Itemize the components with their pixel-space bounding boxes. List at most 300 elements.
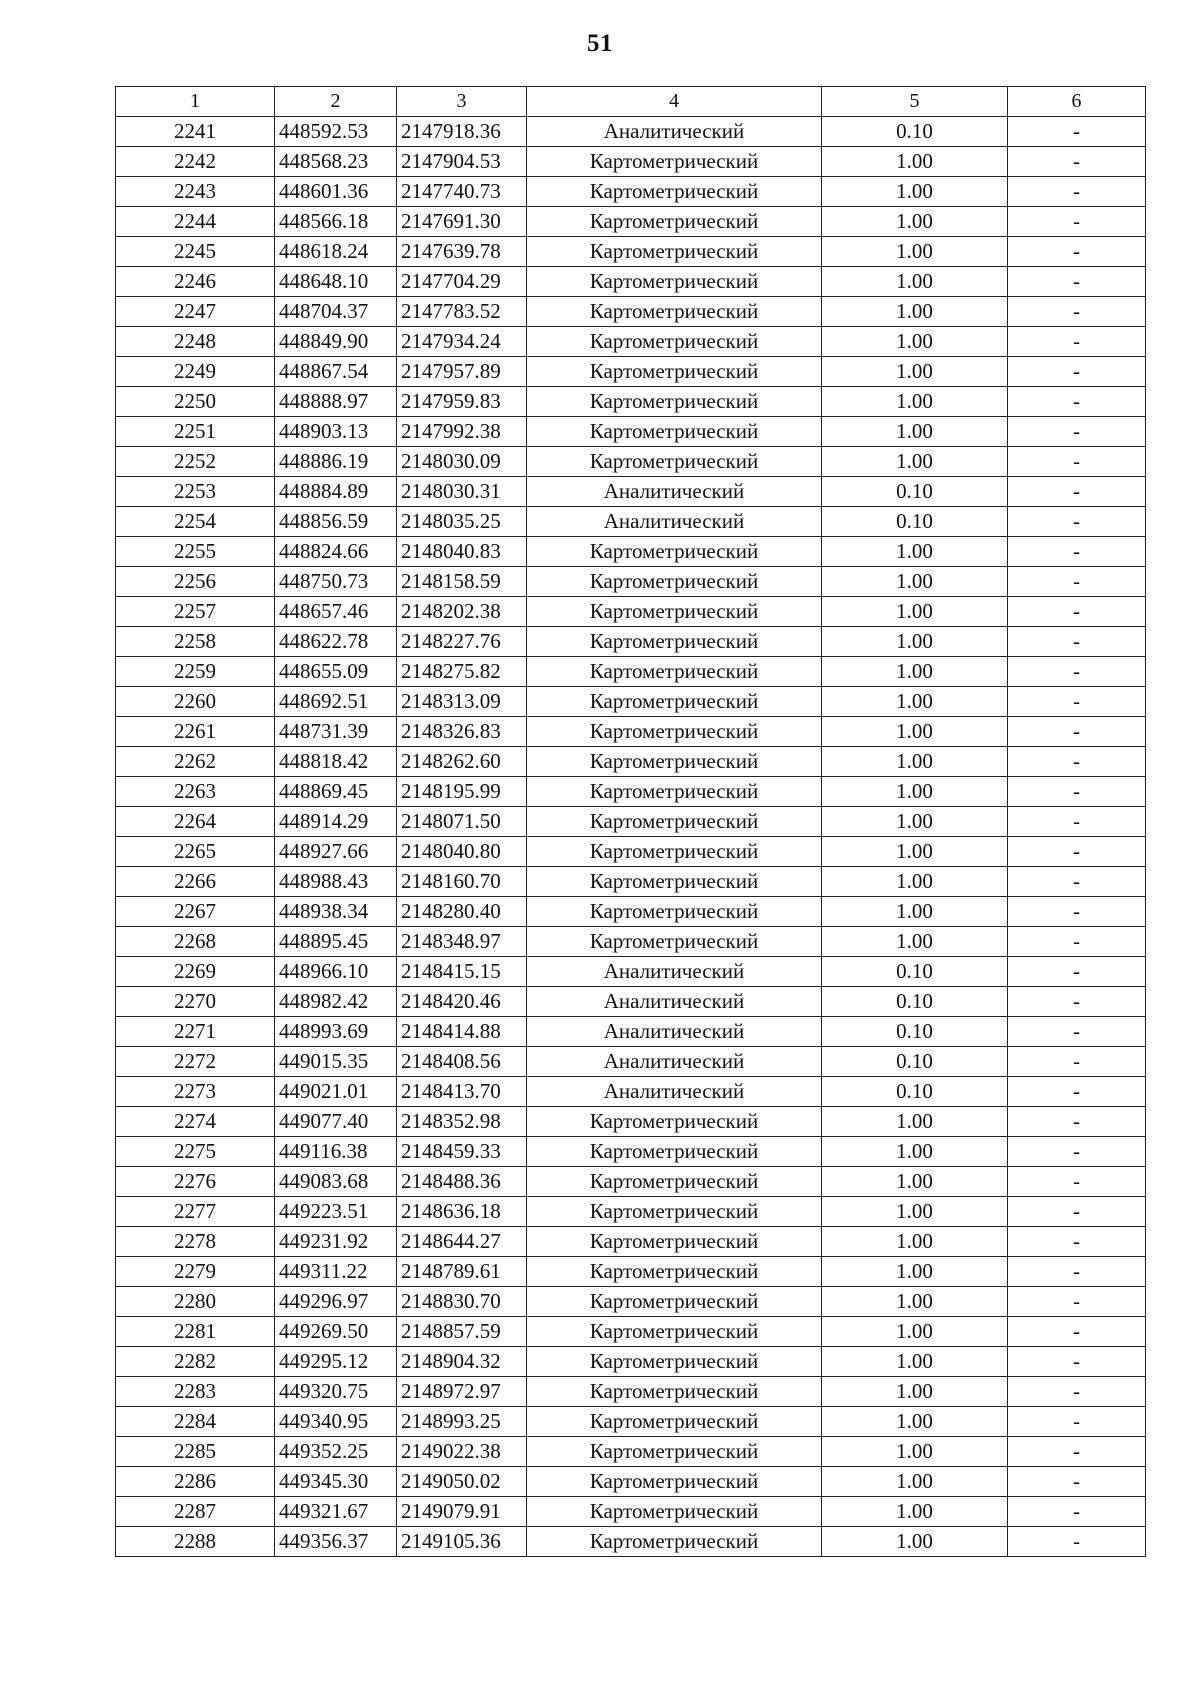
table-row [116,1077,1146,1107]
method-cell: Картометрический [527,1437,822,1467]
method-cell: Аналитический [527,987,822,1017]
point-number-cell: 2287 [116,1497,275,1527]
x-coordinate-cell: 449295.12 [275,1347,397,1377]
x-coordinate-cell: 448886.19 [275,447,397,477]
note-cell: - [1008,1437,1146,1467]
note-cell: - [1008,417,1146,447]
precision-cell: 1.00 [822,417,1008,447]
note-cell: - [1008,507,1146,537]
y-coordinate-cell: 2148904.32 [397,1347,527,1377]
x-coordinate-cell: 448869.45 [275,777,397,807]
x-coordinate-cell: 448903.13 [275,417,397,447]
table-row [116,1407,1146,1437]
point-number-cell: 2258 [116,627,275,657]
y-coordinate-cell: 2147918.36 [397,117,527,147]
y-coordinate-cell: 2148352.98 [397,1107,527,1137]
method-cell: Картометрический [527,1287,822,1317]
coordinates-table [115,86,1146,1557]
precision-cell: 1.00 [822,777,1008,807]
x-coordinate-cell: 448895.45 [275,927,397,957]
note-cell: - [1008,777,1146,807]
table-row [116,867,1146,897]
point-number-cell: 2282 [116,1347,275,1377]
note-cell: - [1008,1107,1146,1137]
point-number-cell: 2267 [116,897,275,927]
table-row [116,717,1146,747]
table-row [116,1167,1146,1197]
x-coordinate-cell: 448856.59 [275,507,397,537]
x-coordinate-cell: 449223.51 [275,1197,397,1227]
table-row [116,597,1146,627]
precision-cell: 1.00 [822,1467,1008,1497]
y-coordinate-cell: 2148415.15 [397,957,527,987]
point-number-cell: 2250 [116,387,275,417]
precision-cell: 1.00 [822,687,1008,717]
precision-cell: 0.10 [822,1017,1008,1047]
y-coordinate-cell: 2148158.59 [397,567,527,597]
y-coordinate-cell: 2147904.53 [397,147,527,177]
precision-cell: 1.00 [822,837,1008,867]
y-coordinate-cell: 2147704.29 [397,267,527,297]
y-coordinate-cell: 2148030.09 [397,447,527,477]
table-body [116,117,1146,1557]
method-cell: Аналитический [527,957,822,987]
method-cell: Картометрический [527,777,822,807]
note-cell: - [1008,387,1146,417]
precision-cell: 0.10 [822,507,1008,537]
y-coordinate-cell: 2147740.73 [397,177,527,207]
point-number-cell: 2244 [116,207,275,237]
note-cell: - [1008,1197,1146,1227]
y-coordinate-cell: 2148413.70 [397,1077,527,1107]
x-coordinate-cell: 449356.37 [275,1527,397,1557]
x-coordinate-cell: 448692.51 [275,687,397,717]
note-cell: - [1008,747,1146,777]
table-row [116,1137,1146,1167]
y-coordinate-cell: 2149105.36 [397,1527,527,1557]
table-row [116,927,1146,957]
method-cell: Картометрический [527,1227,822,1257]
precision-cell: 0.10 [822,1047,1008,1077]
precision-cell: 1.00 [822,1527,1008,1557]
y-coordinate-cell: 2148280.40 [397,897,527,927]
page-number: 51 [587,30,613,57]
table-row [116,1287,1146,1317]
y-coordinate-cell: 2148789.61 [397,1257,527,1287]
x-coordinate-cell: 448566.18 [275,207,397,237]
y-coordinate-cell: 2148227.76 [397,627,527,657]
precision-cell: 1.00 [822,537,1008,567]
x-coordinate-cell: 449116.38 [275,1137,397,1167]
point-number-cell: 2243 [116,177,275,207]
y-coordinate-cell: 2149050.02 [397,1467,527,1497]
header-row [116,87,1146,117]
y-coordinate-cell: 2148644.27 [397,1227,527,1257]
y-coordinate-cell: 2148160.70 [397,867,527,897]
table-row [116,387,1146,417]
table-row [116,747,1146,777]
x-coordinate-cell: 448750.73 [275,567,397,597]
point-number-cell: 2268 [116,927,275,957]
table-row [116,837,1146,867]
point-number-cell: 2288 [116,1527,275,1557]
x-coordinate-cell: 449320.75 [275,1377,397,1407]
table-row [116,1527,1146,1557]
note-cell: - [1008,987,1146,1017]
method-cell: Картометрический [527,1317,822,1347]
method-cell: Картометрический [527,747,822,777]
note-cell: - [1008,657,1146,687]
precision-cell: 1.00 [822,447,1008,477]
method-cell: Картометрический [527,687,822,717]
method-cell: Картометрический [527,597,822,627]
y-coordinate-cell: 2148993.25 [397,1407,527,1437]
y-coordinate-cell: 2147934.24 [397,327,527,357]
x-coordinate-cell: 448622.78 [275,627,397,657]
point-number-cell: 2260 [116,687,275,717]
table-row [116,1497,1146,1527]
table-row [116,657,1146,687]
x-coordinate-cell: 448592.53 [275,117,397,147]
precision-cell: 1.00 [822,1257,1008,1287]
precision-cell: 1.00 [822,717,1008,747]
x-coordinate-cell: 449021.01 [275,1077,397,1107]
point-number-cell: 2247 [116,297,275,327]
method-cell: Аналитический [527,477,822,507]
table-row [116,177,1146,207]
method-cell: Картометрический [527,327,822,357]
point-number-cell: 2246 [116,267,275,297]
note-cell: - [1008,1347,1146,1377]
point-number-cell: 2245 [116,237,275,267]
method-cell: Аналитический [527,117,822,147]
method-cell: Картометрический [527,867,822,897]
y-coordinate-cell: 2147783.52 [397,297,527,327]
point-number-cell: 2254 [116,507,275,537]
table-row [116,117,1146,147]
note-cell: - [1008,267,1146,297]
point-number-cell: 2259 [116,657,275,687]
y-coordinate-cell: 2147639.78 [397,237,527,267]
note-cell: - [1008,177,1146,207]
note-cell: - [1008,867,1146,897]
method-cell: Картометрический [527,537,822,567]
method-cell: Картометрический [527,927,822,957]
note-cell: - [1008,1377,1146,1407]
point-number-cell: 2255 [116,537,275,567]
table-row [116,897,1146,927]
method-cell: Картометрический [527,387,822,417]
method-cell: Картометрический [527,837,822,867]
method-cell: Картометрический [527,447,822,477]
point-number-cell: 2242 [116,147,275,177]
table-row [116,1017,1146,1047]
note-cell: - [1008,147,1146,177]
point-number-cell: 2280 [116,1287,275,1317]
x-coordinate-cell: 448824.66 [275,537,397,567]
method-cell: Картометрический [527,1137,822,1167]
x-coordinate-cell: 449340.95 [275,1407,397,1437]
point-number-cell: 2283 [116,1377,275,1407]
table-row [116,1227,1146,1257]
y-coordinate-cell: 2148313.09 [397,687,527,717]
y-coordinate-cell: 2149079.91 [397,1497,527,1527]
precision-cell: 1.00 [822,1227,1008,1257]
precision-cell: 0.10 [822,987,1008,1017]
method-cell: Картометрический [527,807,822,837]
x-coordinate-cell: 448601.36 [275,177,397,207]
table-row [116,327,1146,357]
note-cell: - [1008,1467,1146,1497]
precision-cell: 1.00 [822,1377,1008,1407]
precision-cell: 1.00 [822,627,1008,657]
point-number-cell: 2256 [116,567,275,597]
x-coordinate-cell: 448888.97 [275,387,397,417]
y-coordinate-cell: 2148408.56 [397,1047,527,1077]
table-row [116,357,1146,387]
precision-cell: 1.00 [822,1407,1008,1437]
point-number-cell: 2279 [116,1257,275,1287]
table-row [116,957,1146,987]
method-cell: Картометрический [527,1407,822,1437]
note-cell: - [1008,1407,1146,1437]
method-cell: Картометрический [527,567,822,597]
x-coordinate-cell: 448914.29 [275,807,397,837]
point-number-cell: 2284 [116,1407,275,1437]
precision-cell: 1.00 [822,357,1008,387]
note-cell: - [1008,717,1146,747]
table-row [116,777,1146,807]
method-cell: Картометрический [527,177,822,207]
precision-cell: 0.10 [822,957,1008,987]
precision-cell: 1.00 [822,297,1008,327]
table-row [116,507,1146,537]
x-coordinate-cell: 449269.50 [275,1317,397,1347]
note-cell: - [1008,1047,1146,1077]
x-coordinate-cell: 448938.34 [275,897,397,927]
y-coordinate-cell: 2148195.99 [397,777,527,807]
method-cell: Картометрический [527,717,822,747]
y-coordinate-cell: 2148348.97 [397,927,527,957]
point-number-cell: 2265 [116,837,275,867]
note-cell: - [1008,117,1146,147]
method-cell: Аналитический [527,507,822,537]
y-coordinate-cell: 2148414.88 [397,1017,527,1047]
y-coordinate-cell: 2147957.89 [397,357,527,387]
x-coordinate-cell: 448818.42 [275,747,397,777]
point-number-cell: 2269 [116,957,275,987]
table-row [116,477,1146,507]
x-coordinate-cell: 448927.66 [275,837,397,867]
precision-cell: 1.00 [822,1197,1008,1227]
y-coordinate-cell: 2147959.83 [397,387,527,417]
y-coordinate-cell: 2148459.33 [397,1137,527,1167]
x-coordinate-cell: 449311.22 [275,1257,397,1287]
note-cell: - [1008,1167,1146,1197]
x-coordinate-cell: 448704.37 [275,297,397,327]
table-row [116,1197,1146,1227]
table-row [116,1377,1146,1407]
table-row [116,687,1146,717]
precision-cell: 1.00 [822,1347,1008,1377]
method-cell: Картометрический [527,1197,822,1227]
method-cell: Картометрический [527,1257,822,1287]
x-coordinate-cell: 448867.54 [275,357,397,387]
table-row [116,1047,1146,1077]
y-coordinate-cell: 2148262.60 [397,747,527,777]
method-cell: Картометрический [527,657,822,687]
method-cell: Картометрический [527,1377,822,1407]
point-number-cell: 2286 [116,1467,275,1497]
note-cell: - [1008,627,1146,657]
y-coordinate-cell: 2148030.31 [397,477,527,507]
point-number-cell: 2261 [116,717,275,747]
precision-cell: 1.00 [822,597,1008,627]
method-cell: Картометрический [527,1347,822,1377]
x-coordinate-cell: 449015.35 [275,1047,397,1077]
point-number-cell: 2275 [116,1137,275,1167]
y-coordinate-cell: 2148040.83 [397,537,527,567]
point-number-cell: 2253 [116,477,275,507]
note-cell: - [1008,1497,1146,1527]
note-cell: - [1008,957,1146,987]
precision-cell: 1.00 [822,1437,1008,1467]
y-coordinate-cell: 2147992.38 [397,417,527,447]
table-row [116,537,1146,567]
column-header-x: 2 [275,87,397,117]
note-cell: - [1008,897,1146,927]
point-number-cell: 2241 [116,117,275,147]
precision-cell: 1.00 [822,327,1008,357]
note-cell: - [1008,357,1146,387]
note-cell: - [1008,687,1146,717]
y-coordinate-cell: 2149022.38 [397,1437,527,1467]
precision-cell: 1.00 [822,1137,1008,1167]
y-coordinate-cell: 2148636.18 [397,1197,527,1227]
x-coordinate-cell: 448648.10 [275,267,397,297]
note-cell: - [1008,327,1146,357]
y-coordinate-cell: 2148420.46 [397,987,527,1017]
x-coordinate-cell: 448966.10 [275,957,397,987]
method-cell: Картометрический [527,897,822,927]
point-number-cell: 2277 [116,1197,275,1227]
method-cell: Картометрический [527,267,822,297]
precision-cell: 0.10 [822,1077,1008,1107]
x-coordinate-cell: 448993.69 [275,1017,397,1047]
precision-cell: 1.00 [822,1167,1008,1197]
note-cell: - [1008,927,1146,957]
note-cell: - [1008,537,1146,567]
point-number-cell: 2264 [116,807,275,837]
precision-cell: 1.00 [822,657,1008,687]
precision-cell: 0.10 [822,477,1008,507]
note-cell: - [1008,837,1146,867]
precision-cell: 1.00 [822,867,1008,897]
x-coordinate-cell: 449083.68 [275,1167,397,1197]
table-row [116,447,1146,477]
note-cell: - [1008,1317,1146,1347]
table-row [116,207,1146,237]
point-number-cell: 2266 [116,867,275,897]
table-row [116,1107,1146,1137]
y-coordinate-cell: 2148488.36 [397,1167,527,1197]
note-cell: - [1008,297,1146,327]
column-header-note: 6 [1008,87,1146,117]
point-number-cell: 2281 [116,1317,275,1347]
table-row [116,627,1146,657]
method-cell: Аналитический [527,1047,822,1077]
precision-cell: 1.00 [822,897,1008,927]
column-header-y: 3 [397,87,527,117]
precision-cell: 1.00 [822,807,1008,837]
y-coordinate-cell: 2148071.50 [397,807,527,837]
x-coordinate-cell: 449231.92 [275,1227,397,1257]
point-number-cell: 2257 [116,597,275,627]
precision-cell: 1.00 [822,237,1008,267]
note-cell: - [1008,1287,1146,1317]
point-number-cell: 2276 [116,1167,275,1197]
method-cell: Картометрический [527,1527,822,1557]
point-number-cell: 2270 [116,987,275,1017]
precision-cell: 1.00 [822,1107,1008,1137]
x-coordinate-cell: 449296.97 [275,1287,397,1317]
note-cell: - [1008,1137,1146,1167]
precision-cell: 1.00 [822,1497,1008,1527]
note-cell: - [1008,1227,1146,1257]
table-row [116,987,1146,1017]
method-cell: Картометрический [527,207,822,237]
table-row [116,297,1146,327]
y-coordinate-cell: 2148326.83 [397,717,527,747]
x-coordinate-cell: 448655.09 [275,657,397,687]
table-row [116,267,1146,297]
x-coordinate-cell: 448618.24 [275,237,397,267]
note-cell: - [1008,1527,1146,1557]
note-cell: - [1008,567,1146,597]
note-cell: - [1008,597,1146,627]
precision-cell: 1.00 [822,927,1008,957]
x-coordinate-cell: 448982.42 [275,987,397,1017]
x-coordinate-cell: 449321.67 [275,1497,397,1527]
method-cell: Картометрический [527,237,822,267]
x-coordinate-cell: 449345.30 [275,1467,397,1497]
note-cell: - [1008,1257,1146,1287]
method-cell: Картометрический [527,297,822,327]
precision-cell: 0.10 [822,117,1008,147]
precision-cell: 1.00 [822,267,1008,297]
point-number-cell: 2278 [116,1227,275,1257]
note-cell: - [1008,477,1146,507]
x-coordinate-cell: 448731.39 [275,717,397,747]
method-cell: Картометрический [527,417,822,447]
point-number-cell: 2273 [116,1077,275,1107]
method-cell: Картометрический [527,1167,822,1197]
point-number-cell: 2249 [116,357,275,387]
table-row [116,1437,1146,1467]
point-number-cell: 2252 [116,447,275,477]
note-cell: - [1008,1017,1146,1047]
x-coordinate-cell: 448849.90 [275,327,397,357]
method-cell: Картометрический [527,1467,822,1497]
table-row [116,147,1146,177]
y-coordinate-cell: 2148202.38 [397,597,527,627]
table-row [116,1257,1146,1287]
table-row [116,1467,1146,1497]
point-number-cell: 2271 [116,1017,275,1047]
x-coordinate-cell: 448568.23 [275,147,397,177]
precision-cell: 1.00 [822,1317,1008,1347]
y-coordinate-cell: 2147691.30 [397,207,527,237]
